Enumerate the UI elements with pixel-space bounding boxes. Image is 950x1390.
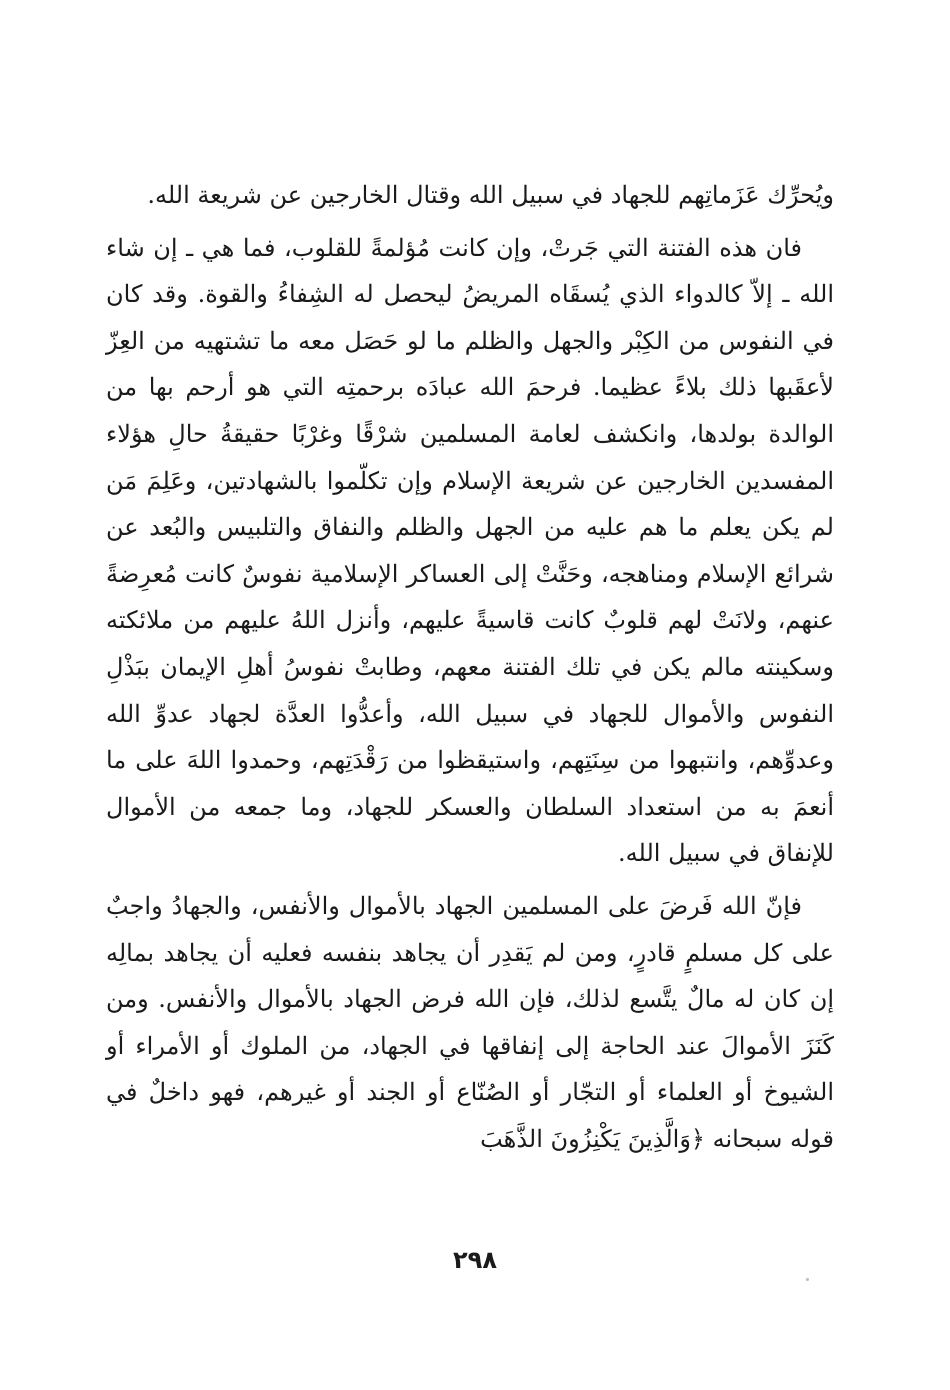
paragraph-2: فان هذه الفتنة التي جَرتْ، وإن كانت مُؤلمةً للقلوب، فما هي ـ إن شاء الله ـ إلاّ كالدواء الذي يُسقَاه المريضُ ليحصل له الشِفاءُ والقوة. وقد كان في النفوس من الكِبْر والجهل والظلم ما لو حَصَل معه ما تشتهيه من العِزّ لأعقَبها ذلك بلاءً عظيما. فرحمَ الله عبادَه برحمتِه التي هو أرحم بها من الوالدة بولدها، وانكشف لعامة المسلمين شرْقًا وغرْبًا حقيقةُ حالِ هؤلاء المفسدين الخارجين عن شريعة الإسلام وإن تكلّموا بالشهادتين، وعَلِمَ مَن لم يكن يعلم ما هم عليه من الجهل والظلم والنفاق والتلبيس والبُعد عن شرائع الإسلام ومناهجه، وحَنَّتْ إلى العساكر الإسلامية نفوسٌ كانت مُعرِضةً عنهم، ولانَتْ لهم قلوبٌ كانت قاسيةً عليهم، وأنزل اللهُ عليهم من ملائكته وسكينته مالم يكن في تلك الفتنة معهم، وطابتْ نفوسُ أهلِ الإيمان ببَذْلِ النفوس والأموال للجهاد في سبيل الله، وأعدُّوا العدَّة لجهاد عدوِّ الله وعدوِّهم، وانتبهوا من سِنَتِهم، واستيقظوا من رَقْدَتِهم، وحمدوا اللهَ على ما أنعمَ به من استعداد السلطان والعسكر للجهاد، وما جمعه من الأموال للإنفاق في سبيل الله.: [106, 233, 834, 868]
paragraph-1: ويُحرِّك عَزَماتِهم للجهاد في سبيل الله وقتال الخارجين عن شريعة الله.: [147, 181, 834, 209]
scan-speck: [806, 1278, 809, 1281]
page-body: [106, 172, 834, 1162]
paragraph-3: فإنّ الله فَرضَ على المسلمين الجهاد بالأموال والأنفس، والجهادُ واجبٌ على كل مسلمٍ قادرٍ، ومن لم يَقدِر أن يجاهد بنفسه فعليه أن يجاهد بمالِه إن كان له مالٌ يتَّسع لذلك، فإن الله فرض الجهاد بالأموال والأنفس. ومن كَنَزَ الأموالَ عند الحاجة إلى إنفاقها في الجهاد، من الملوك أو الأمراء أو الشيوخ أو العلماء أو التجّار أو الصُنّاع أو الجند أو غيرهم، فهو داخلٌ في قوله سبحانه ﴿وَالَّذِينَ يَكْنِزُونَ الذَّهَبَ: [106, 891, 834, 1153]
page-number: ٢٩٨: [453, 1246, 497, 1274]
